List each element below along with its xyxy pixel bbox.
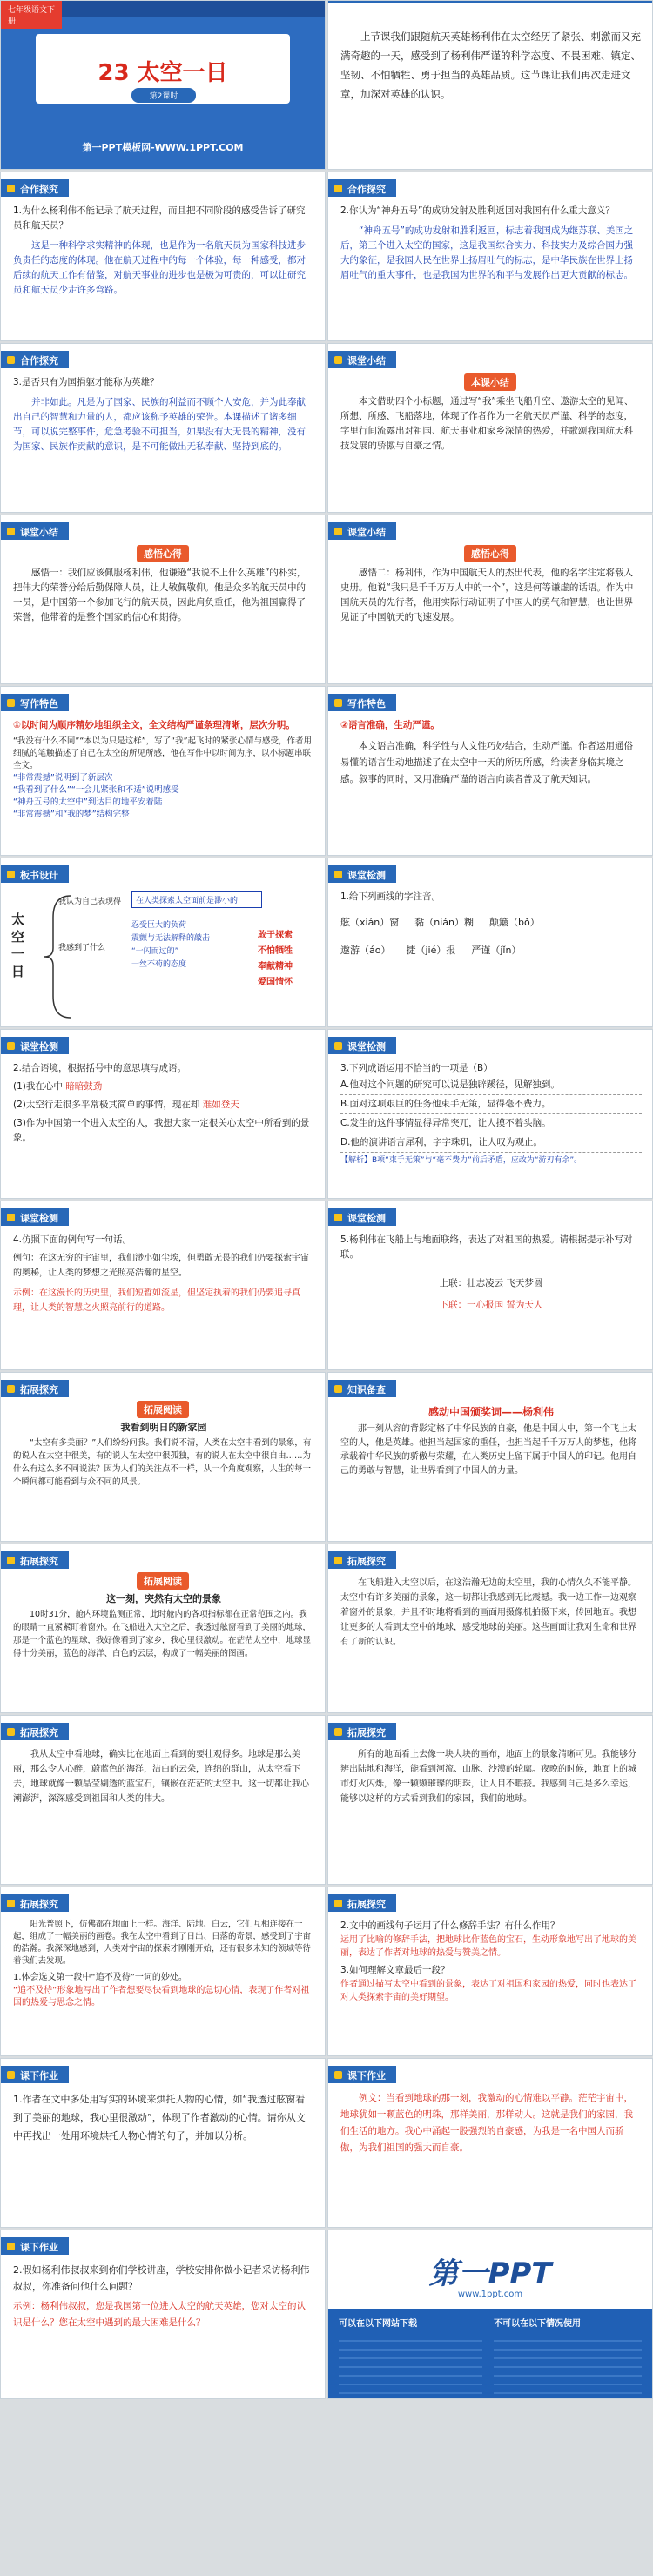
fill-line	[13, 1098, 314, 1113]
summary-slide	[327, 343, 653, 513]
test-slide-3	[327, 1029, 653, 1199]
article-text: 阳光普照下，仿佛都在地面上一样。海洋、陆地、白云，它们互相连接在一起，组成了一幅美丽的画卷。我在太空中看到了日出、日落的奇景，感受到了宇宙的浩瀚。我深深地感到，人类对宇宙的探索才刚刚开始，还有很多未知的领域等待着我们去发现。	[13, 1920, 312, 1966]
intro-text: 上节课我们跟随航天英雄杨利伟在太空经历了紧张、刺激而又充满奇趣的一天，感受到了杨利伟严谨的科学态度、不畏困难、镇定、坚韧、不怕牺牲、勇于担当的英雄品质。这节课让我们再次走进文章，加深对英雄的认识。	[340, 30, 641, 100]
pinyin-item: 遨游（áo）	[340, 945, 391, 956]
badge: 拓展阅读	[137, 1401, 189, 1418]
section-tab: 课下作业	[1, 2237, 69, 2255]
feeling-slide-2	[327, 515, 653, 684]
board-brace	[27, 891, 79, 1022]
board-right	[258, 928, 293, 991]
board-quality: 爱国情怀	[258, 978, 293, 987]
fill-line	[13, 1079, 314, 1094]
right-list	[494, 2333, 642, 2394]
answer: 这是一种科学求实精神的体现，也是作为一名航天员为国家科技进步负责任的态度的体现。他在航天过程中的每一个体验，每一种感受，都对后续的航天工作有借鉴，对航天事业的进步也是极为可贵的，可以让研究员和航天员少走许多弯路。	[13, 240, 306, 295]
question: 2.你认为“神舟五号”的成功发射及胜利返回对我国有什么重大意义？	[340, 205, 615, 216]
end-slide	[327, 2230, 653, 2399]
article-text: 所有的地面看上去像一块大块的画布，地面上的景象清晰可见。我能够分辨出陆地和海洋，能看到河流、山脉、沙漠的轮廓。夜晚的时候，地面上的城市灯火闪烁，像一颗颗璀璨的明珠，让人目不暇接。我感到自己是多么幸运，能够以这样的方式看到我们的家园，我们的地球。	[340, 1750, 636, 1804]
extend-slide-5	[327, 1715, 653, 1885]
board-title: 太空一日	[11, 911, 25, 979]
left-list	[339, 2333, 482, 2394]
extend-slide-3	[327, 1544, 653, 1713]
answer: 并非如此。凡是为了国家、民族的利益而不顾个人安危，并为此奉献出自己的智慧和力量的人，都应该称予英雄的荣誉。本课描述了诸多细节，可以说完整事件，危急考验不可担当，如果没有大无畏的精神，没有为国家、民族作贡献的意识，是不可能做出无私奉献、坚持到底的。	[13, 397, 306, 452]
section-tab: 板书设计	[1, 865, 69, 883]
section-tab: 写作特色	[1, 694, 69, 711]
board-item: “一闪而过的”	[131, 947, 179, 956]
section-tab: 拓展探究	[328, 1551, 396, 1569]
couplet-up: 上联：壮志凌云 飞天梦圆	[439, 1278, 543, 1288]
writing-head: ②语言准确，生动严谨。	[340, 720, 440, 730]
brand-logo: 第一PPT	[428, 2257, 552, 2291]
award-text: 那一刻从容的背影定格了中华民族的自豪，他是中国人中，第一个飞上太空的人，他是英雄。他担当起国家的重任，也担当起千千万万人的梦想，他将承载着中华民族的骄傲与荣耀，在人类历史上留下属于中国人的印记。他用自己的勇敢与智慧，让世界看到了中国人的力量。	[340, 1424, 636, 1476]
test-slide-2	[0, 1029, 326, 1199]
writing-body: 本文语言准确，科学性与人文性巧妙结合，生动严谨。作者运用通俗易懂的语言生动地描述了在太空中一天的所历所感，给读者身临其境之感。叙事的同时，又用准确严谨的语言向读者普及了航天知识。	[340, 741, 633, 784]
board-node: 我感到了什么	[58, 944, 106, 952]
pinyin-item: 颠簸（bǒ）	[489, 917, 540, 928]
option: D.他的演讲语言犀利，字字珠玑，让人叹为观止。	[340, 1133, 642, 1153]
article-title: 我看到明日的新家园	[120, 1422, 207, 1433]
answer: 运用了比喻的修辞手法，把地球比作蓝色的宝石，生动形象地写出了地球的美丽，表达了作者对地球的热爱与赞美之情。	[340, 1935, 636, 1958]
couplet-down: 下联：一心报国 誓为天人	[439, 1300, 543, 1310]
section-tab: 知识备查	[328, 1380, 396, 1397]
section-tab: 拓展探究	[1, 1723, 69, 1740]
option: C.发生的这件事情显得异常突兀，让人摸不着头脑。	[340, 1114, 642, 1133]
section-tab: 合作探究	[1, 351, 69, 368]
section-tab: 合作探究	[328, 179, 396, 197]
top-strip	[328, 1, 652, 3]
badge: 拓展阅读	[137, 1572, 189, 1590]
intro-slide	[327, 0, 653, 170]
question: 1.体会选文第一段中“追不及待”一词的妙处。	[13, 1973, 187, 1982]
section-tab: 拓展探究	[328, 1723, 396, 1740]
analysis: 【解析】B项“束手无策”与“毫不费力”前后矛盾，应改为“游刃有余”。	[340, 1156, 582, 1165]
answer-row	[340, 915, 642, 929]
feeling-text: 感悟一：我们应该佩服杨利伟，他谦逊“我说不上什么英雄”的朴实，把伟大的荣誉分给后勤保障人员，让人敬佩敬仰。他是众多的航天员中的一员，是中国第一个参加飞行的航天员，因此肩负重任，他为祖国赢得了荣誉，他带着的是整个国家的信心和期待。	[13, 568, 306, 622]
writing-point: “我看到了什么”“一会儿紧张和不适”说明感受	[13, 785, 179, 795]
feeling-slide-1	[0, 515, 326, 684]
brand-url[interactable]: www.1ppt.com	[457, 2290, 523, 2299]
board-quality: 奉献精神	[258, 962, 293, 972]
test-slide-1	[327, 858, 653, 1027]
section-tab: 课下作业	[1, 2066, 69, 2083]
writing-point: “非常震撼”和“我的梦”结构完整	[13, 810, 130, 819]
cover-lesson: 第2课时	[131, 88, 196, 103]
board-node: 我认为自己表现得	[58, 898, 122, 906]
writing-head: ①以时间为顺序精妙地组织全文，全文结构严谨条理清晰，层次分明。	[13, 720, 295, 730]
writing-slide-1	[0, 686, 326, 856]
extend-slide-6	[0, 1887, 326, 2056]
badge: 感悟心得	[464, 545, 516, 562]
right-title: 不可以在以下情况使用	[494, 2319, 581, 2329]
pinyin-item: 严谨（jǐn）	[471, 945, 522, 956]
pinyin-item: 舷（xián）窗	[340, 917, 400, 928]
section-tab: 课堂检测	[1, 1208, 69, 1226]
answer-row	[340, 943, 642, 957]
test-slide-4	[0, 1201, 326, 1370]
sample-text: 例文：当看到地球的那一刻，我激动的心情难以平静。茫茫宇宙中，地球犹如一颗蓝色的明珠，那样美丽，那样动人。这就是我们的家园，我们生活的地方。我心中涌起一股强烈的自豪感，为我是一名中国人而骄傲，为我们祖国的强大而自豪。	[340, 2093, 633, 2153]
section-tab: 拓展探究	[1, 1894, 69, 1912]
question: 3.如何理解文章最后一段？	[340, 1965, 450, 1975]
example: 例句：在这无穷的宇宙里，我们渺小如尘埃，但勇敢无畏的我们仍要探索宇宙的奥秘，让人类的梦想之光照亮浩瀚的星空。	[13, 1254, 309, 1278]
fill-answer: 暗暗鼓劲	[65, 1081, 103, 1092]
cover-header-bar	[1, 1, 326, 26]
coop-slide-3	[0, 343, 326, 513]
answer: 作者通过描写太空中看到的景象，表达了对祖国和家园的热爱，同时也表达了对人类探索宇宙的美好期望。	[340, 1980, 636, 2002]
left-title: 可以在以下网站下载	[339, 2319, 417, 2329]
section-tab: 课堂检测	[328, 865, 396, 883]
option: A.他对这个问题的研究可以说是独辟蹊径，见解独到。	[340, 1076, 642, 1095]
homework-slide-3	[0, 2230, 326, 2399]
question: 5.杨利伟在飞船上与地面联络，表达了对祖国的热爱。请根据提示补写对联。	[340, 1234, 633, 1260]
question: 1.为什么杨利伟不能记录了航天过程，而且把不同阶段的感受告诉了研究员和航天员？	[13, 205, 306, 231]
extend-slide-1	[0, 1372, 326, 1542]
section-tab: 课堂检测	[328, 1037, 396, 1054]
pinyin-item: 捷（jié）报	[406, 945, 456, 956]
badge: 本课小结	[464, 373, 516, 391]
homework-text: 1.作者在文中多处用写实的环境来烘托人物的心情，如“我透过舷窗看到了美丽的地球，我心里很激动”，体现了作者激动的心情。请你从文中再找出一处用环境烘托人物心情的句子，并加以分析。	[13, 2094, 306, 2142]
section-tab: 拓展探究	[328, 1894, 396, 1912]
award-title: 感动中国颁奖词——杨利伟	[427, 1406, 554, 1418]
article-text: 在飞船进入太空以后，在这浩瀚无边的太空里，我的心情久久不能平静。太空中有许多美丽的景象，这一切都让我感到无比震撼。我一边工作一边观察着窗外的景象，并且不时地将看到的画面用摄像机拍摄下来，传回地面。我想让更多的人看到太空中的地球，感受地球的美丽。这些画面让我对生命和世界有了新的认识。	[340, 1578, 636, 1647]
summary-text: 本文借助四个小标题，通过写“我”乘坐飞船升空、遨游太空的见闻、所想、所感、飞船落地，体现了作者作为一名航天员严谨、科学的态度，字里行间流露出对祖国、航天事业和家乡深情的热爱，并歌颂我国航天科技发展的骄傲与自豪之情。	[340, 396, 634, 451]
option: B.面对这项艰巨的任务他束手无策，显得毫不费力。	[340, 1095, 642, 1114]
homework-text: 2.假如杨利伟叔叔来到你们学校讲座，学校安排你做小记者采访杨利伟叔叔，你准备问他什么问题？	[13, 2264, 310, 2292]
answer: 示例：在这漫长的历史里，我们短暂如流星，但坚定执着的我们仍要追寻真理，让人类的智慧之火照亮前行的道路。	[13, 1288, 300, 1313]
extend-slide-4	[0, 1715, 326, 1885]
board-slide	[0, 858, 326, 1027]
writing-point: “非常震撼”说明到了新层次	[13, 773, 113, 783]
section-tab: 课下作业	[328, 2066, 396, 2083]
feeling-text: 感悟二：杨利伟，作为中国航天人的杰出代表，他的名字注定将载入史册。他说“我只是千千万万人中的一个”，这是何等谦虚的话语。作为中国航天员的先行者，他用实际行动证明了中国人的勇气和智慧，也让世界见证了中国航天的飞速发展。	[340, 568, 634, 622]
question: 4.仿照下面的例句写一句话。	[13, 1234, 132, 1245]
board-item: 震颤与无法解释的敲击	[131, 934, 211, 943]
article-text: 10时31分，舱内环境监测正常，此时舱内的各项指标都在正常范围之内。我的眼睛一直紧紧盯着窗外。在飞船进入太空之后，我透过舷窗看到了美丽的地球，那是一个蓝色的星球，我好像看到了家乡，我心里很激动。在茫茫太空中，地球显得十分美丽，蓝色的海洋、白色的云层，构成了一幅美丽的图画。	[13, 1610, 312, 1658]
section-tab: 课堂小结	[328, 522, 396, 540]
fill-text: (1)我在心中	[13, 1081, 66, 1092]
board-item: 忍受巨大的负荷	[131, 921, 187, 930]
section-tab: 课堂小结	[328, 351, 396, 368]
extend-slide-7	[327, 1887, 653, 2056]
extend-slide-2	[0, 1544, 326, 1713]
homework-slide-1	[0, 2058, 326, 2228]
board-quality: 不怕牺牲	[258, 946, 293, 956]
page-bottom	[0, 2401, 653, 2576]
article-title: 这一刻，突然有太空的景象	[106, 1593, 221, 1604]
writing-body: “我没有什么不同”“本以为只是这样”，写了“我”起飞时的紧张心情与感受，作者用细腻的笔触描述了自己在太空的所见所感，他在写作中以时间为序，以小标题串联全文。	[13, 736, 313, 770]
section-tab: 课堂检测	[328, 1208, 396, 1226]
answer: “追不及待”形象地写出了作者想要尽快看到地球的急切心情，表现了作者对祖国的热爱与思念之情。	[13, 1986, 310, 2008]
article-text: 我从太空中看地球，确实比在地面上看到的要壮观得多。地球是那么美丽，那么令人心醉，蔚蓝色的海洋，洁白的云朵，连绵的群山，从太空看下去，地球就像一颗晶莹剔透的蓝宝石，镶嵌在茫茫的太空中。这一切都让我心潮澎湃，深深感受到祖国和人类的伟大。	[13, 1750, 309, 1804]
question: 3.下列成语运用不恰当的一项是（B）	[340, 1063, 493, 1073]
question: 3.是否只有为国捐躯才能称为英雄？	[13, 377, 159, 387]
knowledge-slide	[327, 1372, 653, 1542]
fill-text: (2)太空行走很多平常极其简单的事情，现在却	[13, 1100, 203, 1110]
section-tab: 课堂小结	[1, 522, 69, 540]
fill-answer: 难如登天	[202, 1100, 239, 1110]
writing-point: “神舟五号的太空中”到达目的地平安着陆	[13, 797, 163, 807]
question: 2.文中的画线句子运用了什么修辞手法？有什么作用？	[340, 1920, 560, 1931]
question: 1.给下列画线的字注音。	[340, 891, 441, 902]
cover-site: 第一PPT模板网-WWW.1PPT.COM	[82, 142, 244, 153]
article-text: “太空有多美丽？”人们纷纷问我。我们说不清，人类在太空中看到的景象，有的说人在太空中很美，有的说人在太空中很孤独，有的说人在太空中很自由……为什么有这么多不同说法？因为人们的关注点不一样，从一个角度观察，人生的每一个瞬间都可能看到与众不同的风景。	[13, 1438, 312, 1487]
section-tab: 合作探究	[1, 179, 69, 197]
board-item: 一丝不苟的态度	[131, 960, 187, 969]
info-panel	[328, 2309, 652, 2398]
test-slide-5	[327, 1201, 653, 1370]
fill-text: (3)作为中国第一个进入太空的人，我想大家一定很关心太空中所看到的景象。	[13, 1118, 310, 1143]
section-tab: 拓展探究	[1, 1551, 69, 1569]
section-tab: 课堂检测	[1, 1037, 69, 1054]
badge: 感悟心得	[137, 545, 189, 562]
board-detail	[131, 919, 245, 972]
answer: “神舟五号”的成功发射和胜利返回，标志着我国成为继苏联、美国之后，第三个进入太空的国家，这是我国综合实力、科技实力及综合国力强大的象征，是我国人民在世界上扬眉吐气的标志，是中华民族在世界上扬眉吐气的重大事件，也是我国为世界的和平与发展作出更大贡献的标志。	[340, 225, 634, 280]
pinyin-item: 黏（nián）糊	[414, 917, 475, 928]
homework-slide-2	[327, 2058, 653, 2228]
board-box: 在人类探索太空面前是渺小的	[131, 891, 262, 908]
section-tab: 拓展探究	[1, 1380, 69, 1397]
question: 2.结合语境，根据括号中的意思填写成语。	[13, 1063, 187, 1073]
cover-header: 七年级语文下册	[1, 1, 62, 29]
coop-slide-1	[0, 172, 326, 341]
answer: 示例：杨利伟叔叔，您是我国第一位进入太空的航天英雄，您对太空的认识是什么？您在太空中遇到的最大困难是什么？	[13, 2301, 306, 2328]
board-quality: 敢于探索	[258, 931, 293, 940]
cover-slide	[0, 0, 326, 170]
section-tab: 写作特色	[328, 694, 396, 711]
cover-title: 23 太空一日	[98, 60, 228, 86]
writing-slide-2	[327, 686, 653, 856]
coop-slide-2	[327, 172, 653, 341]
